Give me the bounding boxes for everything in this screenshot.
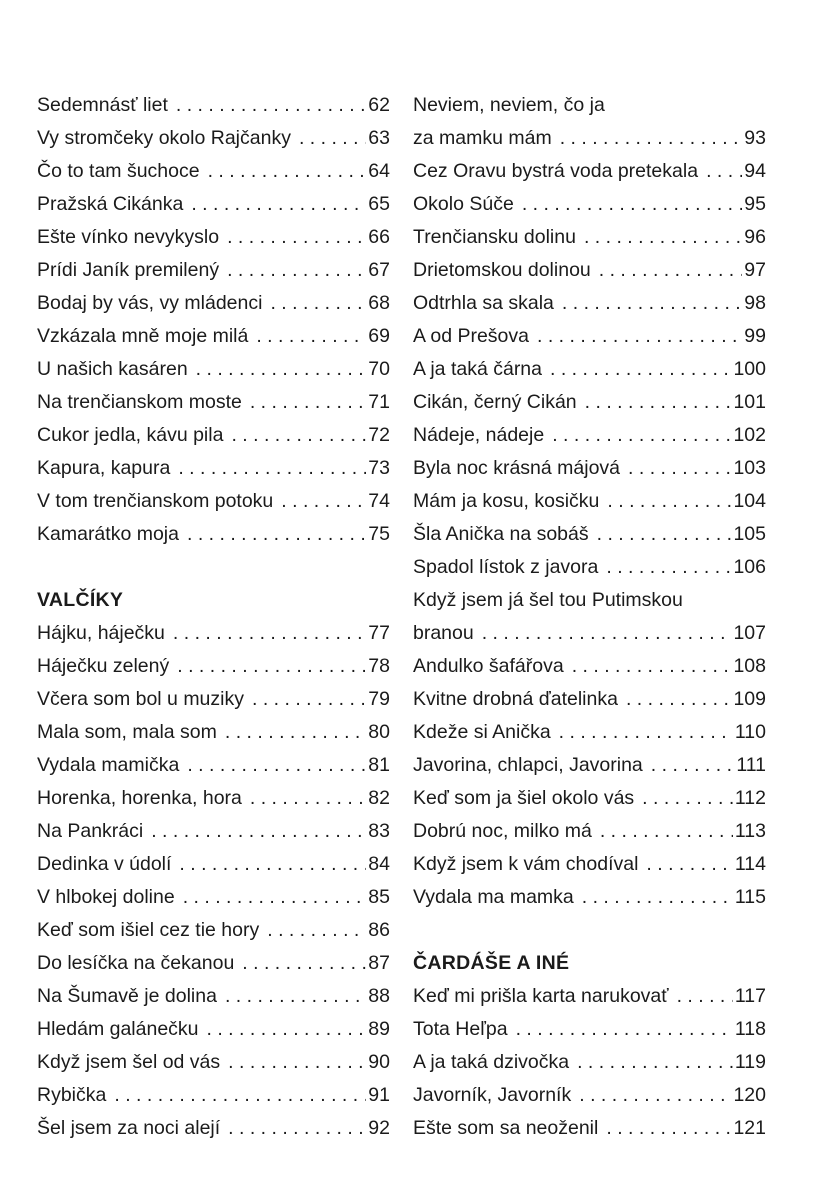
toc-entry (37, 386, 390, 419)
dot-leader (579, 1079, 731, 1112)
dot-leader (560, 122, 743, 155)
toc-entry-page-number: 103 (733, 457, 766, 479)
toc-entry-page-number: 75 (368, 523, 390, 545)
dot-leader (267, 914, 366, 947)
dot-leader (516, 1013, 733, 1046)
toc-entry-title: Šla Anička na sobáš (413, 523, 589, 545)
dot-leader (559, 716, 733, 749)
toc-entry-title: Mala som, mala som (37, 721, 217, 743)
dot-leader (482, 617, 732, 650)
toc-entry-title: Když jsem šel od vás (37, 1051, 221, 1073)
toc-entry-title: V tom trenčianskom potoku (37, 490, 274, 512)
toc-entry (37, 452, 390, 485)
dot-leader (225, 980, 366, 1013)
toc-entry-page-number: 71 (368, 391, 390, 413)
toc-entry-title: Odtrhla sa skala (413, 292, 554, 314)
dot-leader (179, 848, 366, 881)
toc-entry-title: Drietomskou dolinou (413, 259, 591, 281)
toc-entry-page-number: 81 (368, 754, 390, 776)
toc-entry (37, 287, 390, 320)
toc-entry-page-number: 119 (734, 1051, 766, 1073)
toc-entry-page-number: 84 (368, 853, 390, 875)
toc-entry-page-number: 74 (368, 490, 390, 512)
toc-entry-title: Vy stromčeky okolo Rajčanky (37, 127, 291, 149)
toc-entry (37, 320, 390, 353)
toc-entry (413, 353, 766, 386)
dot-leader (228, 1112, 366, 1145)
toc-group (37, 89, 390, 551)
toc-entry-title: Šel jsem za noci alejí (37, 1117, 221, 1139)
spacer (37, 551, 390, 584)
toc-entry-title: Javorník, Javorník (413, 1084, 572, 1106)
toc-entry-page-number: 65 (368, 193, 390, 215)
toc-entry-title: Spadol lístok z javora (413, 556, 599, 578)
toc-entry (37, 683, 390, 716)
toc-entry-title: Do lesíčka na čekanou (37, 952, 235, 974)
toc-entry-page-number: 66 (368, 226, 390, 248)
dot-leader (651, 749, 735, 782)
toc-group (413, 122, 766, 584)
toc-entry-page-number: 78 (368, 655, 390, 677)
toc-entry (413, 485, 766, 518)
dot-leader (227, 254, 366, 287)
toc-entry-page-number: 68 (368, 292, 390, 314)
toc-entry-page-number: 79 (368, 688, 390, 710)
toc-entry (413, 650, 766, 683)
toc-entry-title: Včera som bol u muziky (37, 688, 244, 710)
toc-entry-title: Vydala ma mamka (413, 886, 574, 908)
dot-leader (242, 947, 366, 980)
toc-entry-title: Vydala mamička (37, 754, 180, 776)
section-heading-cardase: ČARDÁŠE A INÉ (413, 952, 570, 974)
dot-leader (299, 122, 366, 155)
toc-entry-page-number: 109 (733, 688, 766, 710)
dot-leader (187, 518, 366, 551)
toc-entry-title: Kdeže si Anička (413, 721, 551, 743)
toc-entry-page-number: 88 (368, 985, 390, 1007)
spacer (413, 914, 766, 947)
toc-entry-page-number: 102 (733, 424, 766, 446)
toc-entry (37, 947, 390, 980)
toc-entry-title: Sedemnásť liet (37, 94, 168, 116)
toc-entry (37, 650, 390, 683)
toc-entry-page-number: 82 (368, 787, 390, 809)
toc-entry-title: A ja taká čárna (413, 358, 542, 380)
toc-entry-page-number: 94 (744, 160, 766, 182)
toc-entry-title: Andulko šafářova (413, 655, 564, 677)
dot-leader (252, 683, 366, 716)
toc-entry-title: Javorina, chlapci, Javorina (413, 754, 643, 776)
toc-entry-page-number: 72 (368, 424, 390, 446)
toc-entry (37, 1046, 390, 1079)
dot-leader (151, 815, 366, 848)
toc-entry-title: Keď som ja šiel okolo vás (413, 787, 635, 809)
toc-entry-page-number: 89 (368, 1018, 390, 1040)
toc-entry-page-number: 87 (368, 952, 390, 974)
toc-entry (413, 1046, 766, 1079)
dot-leader (228, 1046, 366, 1079)
dot-leader (599, 254, 743, 287)
toc-entry (37, 749, 390, 782)
toc-entry (37, 518, 390, 551)
toc-entry (37, 122, 390, 155)
toc-entry (37, 485, 390, 518)
toc-entry-title: Kvitne drobná ďatelinka (413, 688, 618, 710)
toc-entry (37, 1013, 390, 1046)
toc-right-column (413, 89, 766, 1145)
toc-entry-page-number: 67 (368, 259, 390, 281)
toc-entry-title: Dobrú noc, milko má (413, 820, 592, 842)
toc-entry (37, 419, 390, 452)
dot-leader (584, 221, 742, 254)
toc-entry (413, 749, 766, 782)
dot-leader (191, 188, 366, 221)
dot-leader (187, 749, 366, 782)
toc-entry (37, 914, 390, 947)
dot-leader (562, 287, 742, 320)
toc-entry-page-number: 91 (368, 1084, 390, 1106)
toc-entry-page-number: 107 (733, 622, 766, 644)
toc-entry (413, 320, 766, 353)
toc-entry-page-number: 110 (734, 721, 766, 743)
dot-leader (577, 1046, 733, 1079)
toc-entry (37, 188, 390, 221)
toc-entry (413, 1079, 766, 1112)
toc-entry-page-number: 99 (744, 325, 766, 347)
toc-entry-title: Ešte som sa neoženil (413, 1117, 599, 1139)
toc-entry-page-number: 77 (368, 622, 390, 644)
toc-entry-title-first-line (413, 584, 766, 617)
toc-entry (37, 353, 390, 386)
toc-entry-title: Keď som išiel cez tie hory (37, 919, 260, 941)
toc-entry-title: branou (413, 622, 474, 644)
toc-entry-page-number: 80 (368, 721, 390, 743)
toc-entry (413, 254, 766, 287)
toc-entry-title: Kamarátko moja (37, 523, 179, 545)
toc-entry (413, 122, 766, 155)
toc-entry (37, 716, 390, 749)
toc-entry-page-number: 104 (733, 490, 766, 512)
toc-entry-title: Rybička (37, 1084, 107, 1106)
toc-entry-title: Na Šumavě je dolina (37, 985, 217, 1007)
dot-leader (585, 386, 732, 419)
toc-entry-title: Dedinka v údolí (37, 853, 172, 875)
dot-leader (628, 452, 731, 485)
section-heading-valciky: VALČÍKY (37, 589, 124, 611)
toc-entry-page-number: 108 (733, 655, 766, 677)
toc-group (413, 980, 766, 1145)
toc-entry-title: Když jsem já šel tou Putimskou (413, 589, 683, 611)
toc-entry (37, 1079, 390, 1112)
toc-entry-title: V hlbokej doline (37, 886, 175, 908)
toc-entry-title: za mamku mám (413, 127, 552, 149)
toc-entry-title: Kapura, kapura (37, 457, 171, 479)
toc-entry-page-number: 121 (733, 1117, 766, 1139)
dot-leader (552, 419, 731, 452)
toc-entry (413, 221, 766, 254)
toc-entry-page-number: 86 (368, 919, 390, 941)
toc-entry (413, 716, 766, 749)
toc-entry (413, 683, 766, 716)
dot-leader (572, 650, 732, 683)
dot-leader (281, 485, 366, 518)
toc-entry (413, 452, 766, 485)
toc-entry-page-number: 93 (744, 127, 766, 149)
dot-leader (537, 320, 742, 353)
dot-leader (177, 650, 366, 683)
dot-leader (607, 485, 731, 518)
toc-entry (37, 881, 390, 914)
dot-leader (706, 155, 742, 188)
dot-leader (256, 320, 366, 353)
dot-leader (208, 155, 367, 188)
toc-entry (37, 848, 390, 881)
toc-entry (37, 782, 390, 815)
dot-leader (207, 1013, 367, 1046)
toc-entry (37, 155, 390, 188)
dot-leader (646, 848, 732, 881)
toc-entry (413, 980, 766, 1013)
dot-leader (114, 1079, 366, 1112)
toc-entry-title: Pražská Cikánka (37, 193, 184, 215)
toc-entry-title: A od Prešova (413, 325, 529, 347)
dot-leader (231, 419, 366, 452)
toc-entry-title: Tota Heľpa (413, 1018, 508, 1040)
dot-leader (606, 551, 731, 584)
toc-entry-title: Trenčiansku dolinu (413, 226, 576, 248)
toc-entry-page-number: 100 (733, 358, 766, 380)
toc-entry-page-number: 64 (368, 160, 390, 182)
toc-entry-page-number: 118 (734, 1018, 766, 1040)
toc-entry-page-number: 114 (734, 853, 766, 875)
dot-leader (183, 881, 367, 914)
toc-entry (413, 188, 766, 221)
toc-entry-page-number: 106 (733, 556, 766, 578)
toc-entry (37, 1112, 390, 1145)
dot-leader (250, 386, 366, 419)
toc-entry (37, 254, 390, 287)
dot-leader (176, 89, 366, 122)
toc-entry-title: Když jsem k vám chodíval (413, 853, 639, 875)
toc-entry-page-number: 98 (744, 292, 766, 314)
toc-entry-title: Vzkázala mně moje milá (37, 325, 249, 347)
toc-entry (413, 848, 766, 881)
toc-entry-title: Cikán, černý Cikán (413, 391, 577, 413)
toc-entry-title: Nádeje, nádeje (413, 424, 545, 446)
toc-entry-title: Hledám galánečku (37, 1018, 199, 1040)
toc-entry (413, 551, 766, 584)
dot-leader (550, 353, 731, 386)
toc-entry (413, 881, 766, 914)
toc-entry-page-number: 105 (733, 523, 766, 545)
toc-entry-title: Prídi Janík premilený (37, 259, 220, 281)
toc-entry-page-number: 63 (368, 127, 390, 149)
toc-entry-page-number: 111 (736, 754, 766, 776)
toc-entry (37, 815, 390, 848)
toc-group (413, 617, 766, 914)
toc-entry (413, 782, 766, 815)
toc-entry-title: Čo to tam šuchoce (37, 160, 200, 182)
toc-entry-title: Cukor jedla, kávu pila (37, 424, 224, 446)
toc-entry-page-number: 96 (744, 226, 766, 248)
toc-entry-page-number: 101 (733, 391, 766, 413)
toc-entry-page-number: 112 (734, 787, 766, 809)
toc-entry (413, 1112, 766, 1145)
toc-entry-title: Byla noc krásná májová (413, 457, 621, 479)
toc-entry-page-number: 113 (734, 820, 766, 842)
toc-entry (37, 980, 390, 1013)
toc-entry-title: Bodaj by vás, vy mládenci (37, 292, 263, 314)
dot-leader (227, 221, 366, 254)
toc-entry-title: Na trenčianskom moste (37, 391, 242, 413)
toc-entry (413, 518, 766, 551)
toc-entry-page-number: 83 (368, 820, 390, 842)
dot-leader (225, 716, 366, 749)
toc-entry (413, 617, 766, 650)
toc-group (37, 617, 390, 1145)
dot-leader (642, 782, 733, 815)
dot-leader (270, 287, 366, 320)
toc-entry-title: Keď mi prišla karta narukovať (413, 985, 669, 1007)
toc-entry-title: Okolo Súče (413, 193, 514, 215)
toc-entry (37, 221, 390, 254)
toc-entry-page-number: 120 (733, 1084, 766, 1106)
dot-leader (173, 617, 366, 650)
toc-entry-page-number: 85 (368, 886, 390, 908)
toc-entry-page-number: 92 (368, 1117, 390, 1139)
toc-entry-page-number: 95 (744, 193, 766, 215)
toc-entry-title: Neviem, neviem, čo ja (413, 94, 605, 116)
toc-entry-title: A ja taká dzivočka (413, 1051, 570, 1073)
toc-entry (413, 419, 766, 452)
toc-entry-page-number: 73 (368, 457, 390, 479)
toc-entry-page-number: 69 (368, 325, 390, 347)
toc-entry-title-first-line (413, 89, 766, 122)
toc-entry-title: Háječku zelený (37, 655, 170, 677)
toc-entry-page-number: 117 (734, 985, 766, 1007)
toc-entry-title: Na Pankráci (37, 820, 144, 842)
toc-entry-title: Ešte vínko nevykyslo (37, 226, 220, 248)
toc-entry-title: Hájku, háječku (37, 622, 165, 644)
dot-leader (597, 518, 732, 551)
toc-entry (413, 815, 766, 848)
toc-entry-page-number: 97 (744, 259, 766, 281)
toc-entry-title: Horenka, horenka, hora (37, 787, 242, 809)
toc-entry-page-number: 70 (368, 358, 390, 380)
dot-leader (522, 188, 742, 221)
toc-entry-page-number: 62 (368, 94, 390, 116)
dot-leader (600, 815, 733, 848)
toc-entry (413, 386, 766, 419)
dot-leader (626, 683, 732, 716)
toc-entry (37, 89, 390, 122)
dot-leader (677, 980, 733, 1013)
toc-left-column (37, 89, 390, 1145)
dot-leader (582, 881, 733, 914)
dot-leader (250, 782, 366, 815)
dot-leader (178, 452, 366, 485)
toc-entry-page-number: 90 (368, 1051, 390, 1073)
toc-entry (37, 617, 390, 650)
toc-entry (413, 287, 766, 320)
toc-entry (413, 155, 766, 188)
toc-entry-title: Cez Oravu bystrá voda pretekala (413, 160, 699, 182)
toc-entry-title: U našich kasáren (37, 358, 188, 380)
dot-leader (606, 1112, 731, 1145)
toc-entry-page-number: 115 (734, 886, 766, 908)
toc-entry-title: Mám ja kosu, kosičku (413, 490, 600, 512)
dot-leader (196, 353, 367, 386)
toc-entry (413, 1013, 766, 1046)
